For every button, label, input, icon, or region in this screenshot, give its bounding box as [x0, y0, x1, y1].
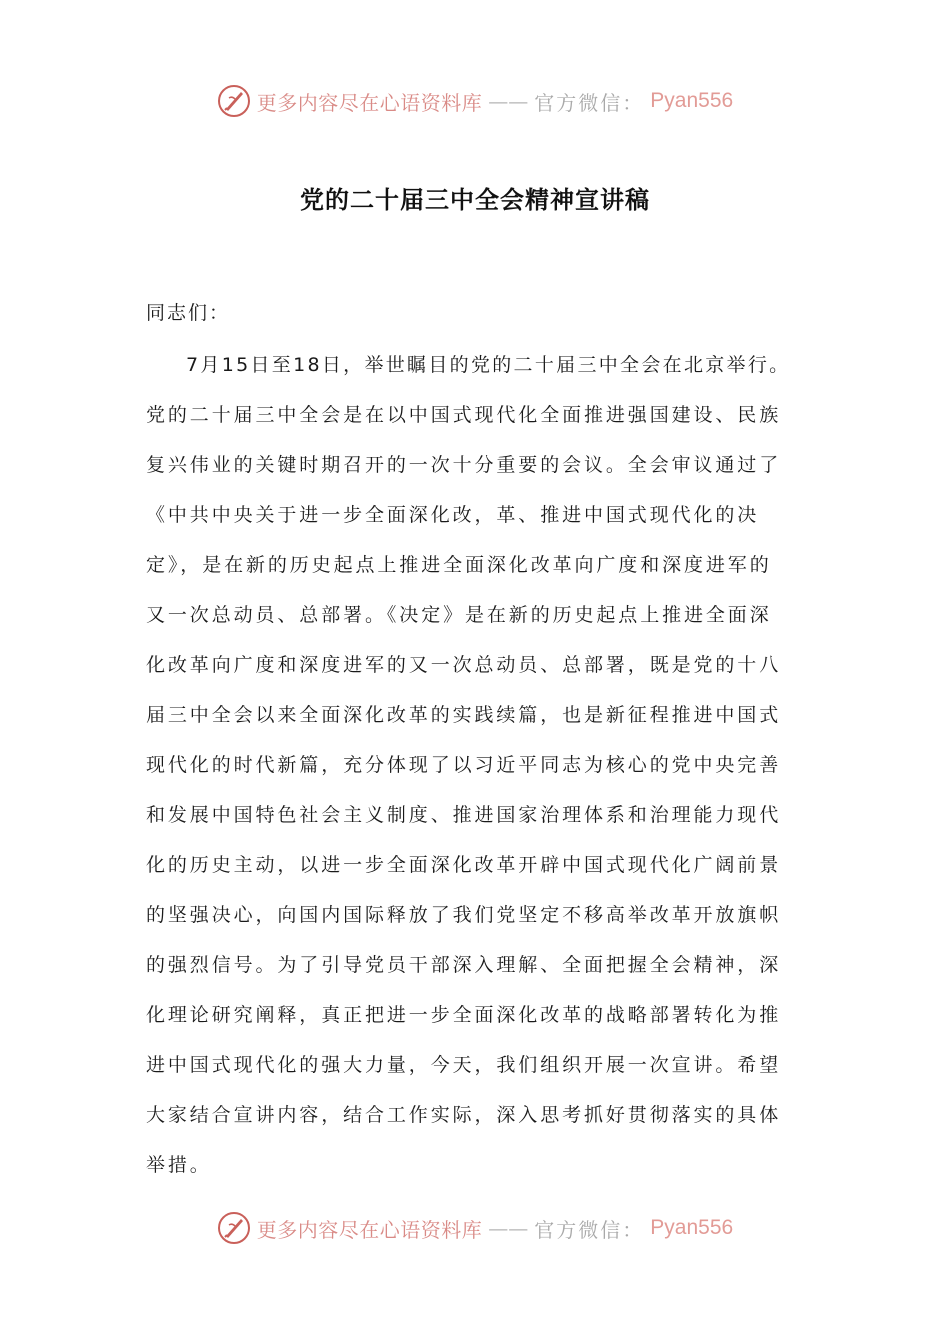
watermark-separator: ——: [488, 89, 529, 113]
paragraph-line: 的坚强决心，向国内国际释放了我们党坚定不移高举改革开放旗帜: [146, 904, 782, 926]
paragraph-line: 进中国式现代化的强大力量，今天，我们组织开展一次宣讲。希望: [146, 1054, 782, 1076]
paragraph-line: 化改革向广度和深度进军的又一次总动员、总部署，既是党的十八: [146, 654, 782, 676]
salutation: 同志们：: [146, 302, 231, 324]
paragraph-line: 定》，是在新的历史起点上推进全面深化改革向广度和深度进军的: [146, 554, 772, 576]
document-title: 党的二十届三中全会精神宣讲稿: [300, 186, 650, 214]
header-watermark: [0, 84, 950, 118]
watermark-separator: ——: [488, 1216, 529, 1240]
paragraph-line: 届三中全会以来全面深化改革的实践续篇，也是新征程推进中国式: [146, 704, 782, 726]
watermark-wechat-label: 官方微信：: [534, 1217, 645, 1242]
quill-logo-icon: [217, 1211, 251, 1245]
paragraph-line: 现代化的时代新篇，充分体现了以习近平同志为核心的党中央完善: [146, 754, 782, 776]
footer-watermark: [0, 1211, 950, 1245]
watermark-brand-text: 更多内容尽在心语资料库: [256, 1217, 483, 1242]
watermark-wechat-id: Pyan556: [650, 1216, 734, 1239]
watermark-brand-text: 更多内容尽在心语资料库: [256, 90, 483, 115]
paragraph-line: 举措。: [146, 1154, 212, 1176]
paragraph-line: 化的历史主动，以进一步全面深化改革开辟中国式现代化广阔前景: [146, 854, 782, 876]
paragraph-line: 党的二十届三中全会是在以中国式现代化全面推进强国建设、民族: [146, 404, 782, 426]
paragraph-line: 《中共中央关于进一步全面深化改，革、推进中国式现代化的决: [146, 504, 760, 526]
paragraph-line: 和发展中国特色社会主义制度、推进国家治理体系和治理能力现代: [146, 804, 782, 826]
paragraph-line: 复兴伟业的关键时期召开的一次十分重要的会议。全会审议通过了: [146, 454, 782, 476]
paragraph-line: 的强烈信号。为了引导党员干部深入理解、全面把握全会精神，深: [146, 954, 782, 976]
body-paragraph: [146, 340, 826, 1190]
watermark-wechat-id: Pyan556: [650, 89, 734, 112]
paragraph-line: 7月15日至18日，举世瞩目的党的二十届三中全会在北京举行。: [186, 354, 791, 376]
paragraph-line: 大家结合宣讲内容，结合工作实际，深入思考抓好贯彻落实的具体: [146, 1104, 782, 1126]
paragraph-line: 化理论研究阐释，真正把进一步全面深化改革的战略部署转化为推: [146, 1004, 782, 1026]
quill-logo-icon: [217, 84, 251, 118]
paragraph-line: 又一次总动员、总部署。《决定》是在新的历史起点上推进全面深: [146, 604, 772, 626]
watermark-wechat-label: 官方微信：: [534, 90, 645, 115]
